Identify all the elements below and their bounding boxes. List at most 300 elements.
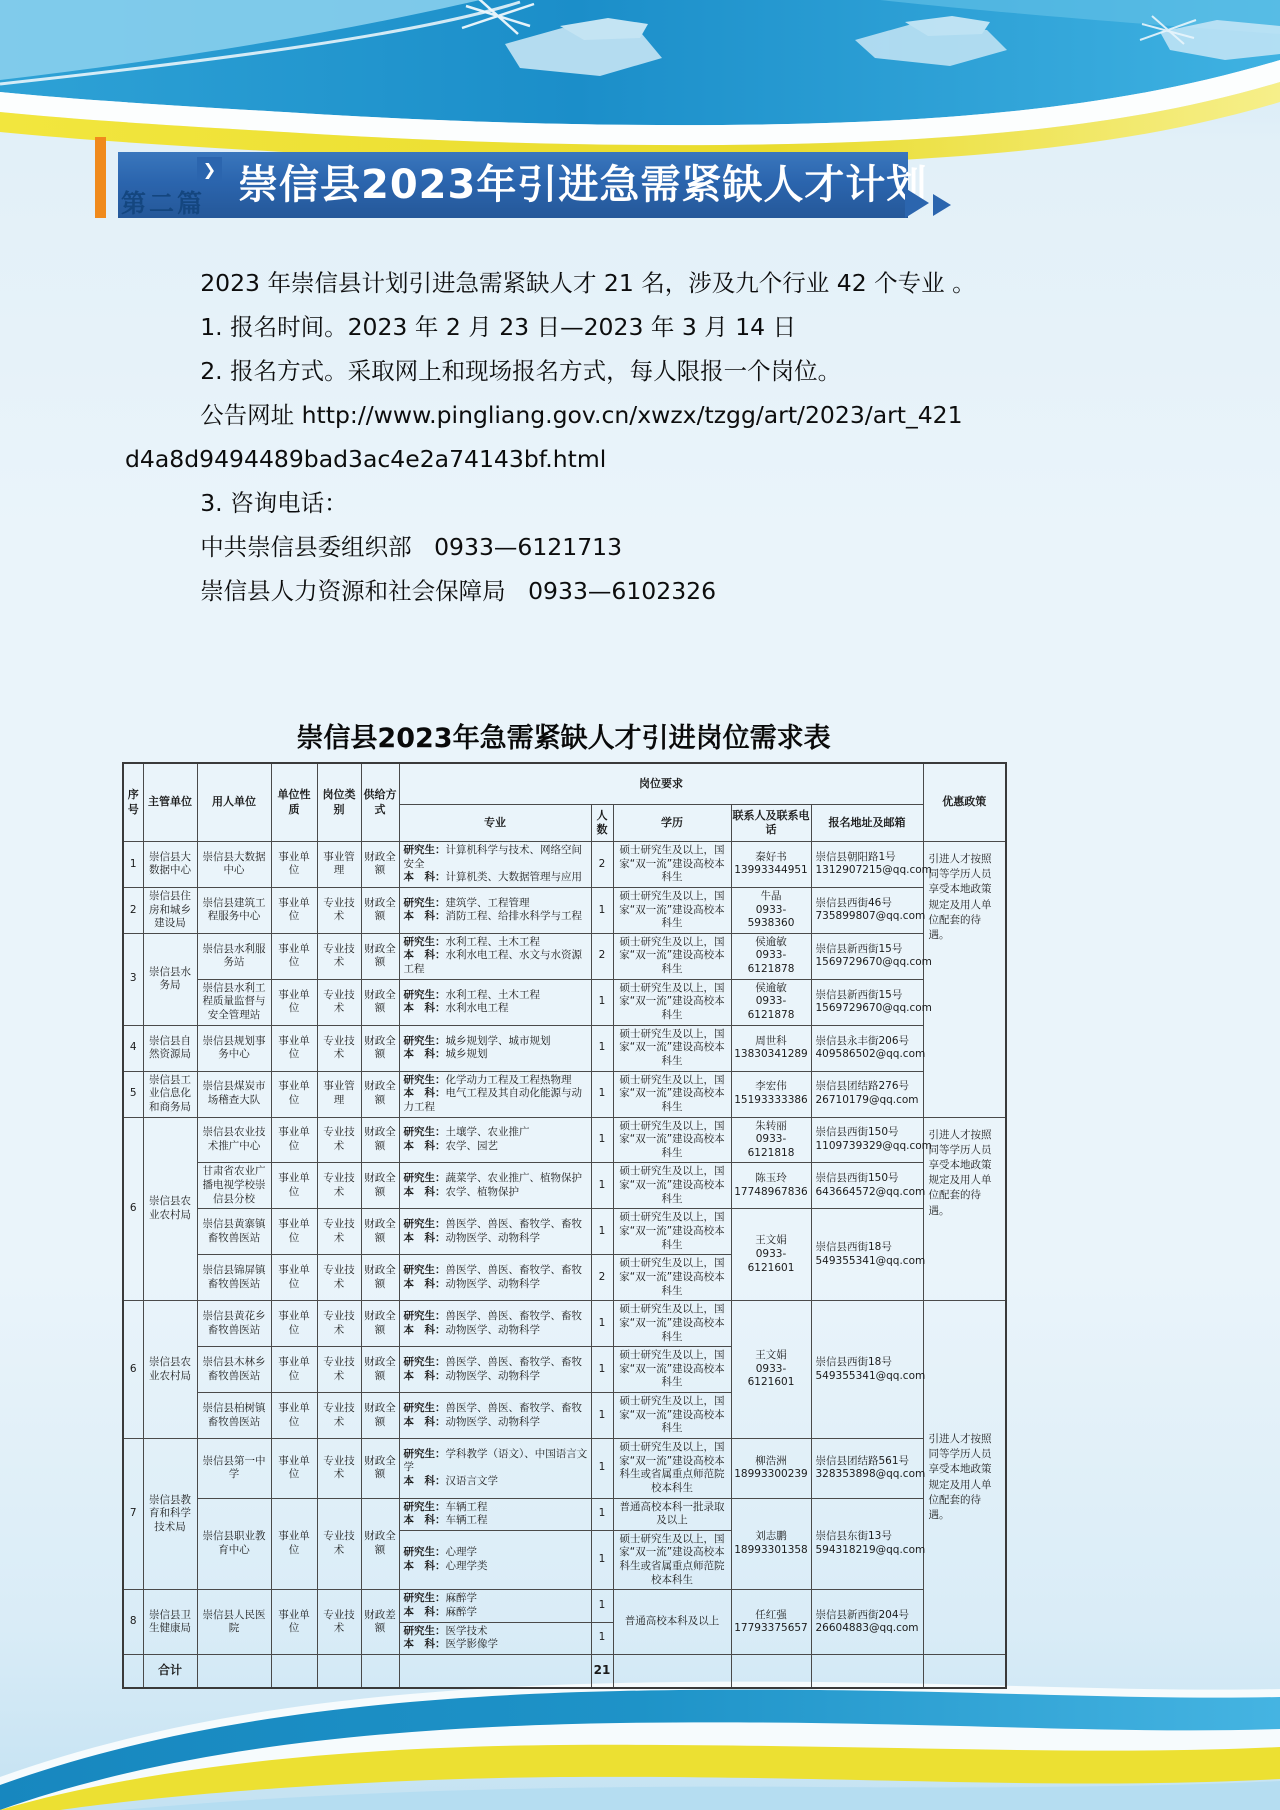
cell-contact xyxy=(731,887,811,933)
cell-addr xyxy=(811,979,932,1025)
cell-contact xyxy=(731,842,811,888)
cell-contact xyxy=(731,933,811,979)
undergrad-label: 本 科： xyxy=(403,1475,446,1488)
undergrad-label: 本 科： xyxy=(403,1087,446,1100)
undergrad-majors: 电气工程及其自动化能源与动力工程 xyxy=(403,1087,582,1113)
intro-paragraph: 1. 报名时间。2023 年 2 月 23 日—2023 年 3 月 14 日 xyxy=(200,312,797,341)
col-header-edu: 学历 xyxy=(613,805,731,842)
grad-majors: 兽医学、兽医、畜牧学、畜牧 xyxy=(445,1310,582,1323)
cell-addr xyxy=(811,1117,932,1163)
cell-supply: 财政全额 xyxy=(361,1025,399,1071)
grad-majors: 兽医学、兽医、畜牧学、畜牧 xyxy=(445,1218,582,1231)
section-arrow-icon: ❯ xyxy=(197,157,222,182)
cell-nature: 事业单位 xyxy=(271,1590,317,1655)
cell-edu: 硕士研究生及以上，国家“双一流”建设高校本科生 xyxy=(613,842,731,888)
grad-label: 研究生： xyxy=(403,1355,446,1368)
cell-supply: 财政全额 xyxy=(361,887,399,933)
cell-no: 4 xyxy=(123,1025,143,1071)
addr-line: 崇信县朝阳路1号 xyxy=(815,850,896,863)
cell-org: 崇信县第一中学 xyxy=(197,1438,271,1498)
cell-major xyxy=(399,1347,591,1393)
col-header-addr: 报名地址及邮箱 xyxy=(811,805,923,842)
grad-label: 研究生： xyxy=(403,1218,446,1231)
cell-no: 2 xyxy=(123,887,143,933)
addr-line: 崇信县东街13号 xyxy=(815,1530,892,1543)
cell-nature: 事业单位 xyxy=(271,887,317,933)
cell-org: 崇信县木林乡畜牧兽医站 xyxy=(197,1347,271,1393)
cell-category: 专业技术 xyxy=(317,887,361,933)
col-header-supply: 供给方式 xyxy=(361,763,399,842)
cell-org: 崇信县黄花乡畜牧兽医站 xyxy=(197,1301,271,1347)
cell-major xyxy=(399,1654,591,1688)
cell-no: 6 xyxy=(123,1117,143,1301)
addr-email: 594318219@qq.com xyxy=(815,1543,926,1556)
grad-label: 研究生： xyxy=(403,1500,446,1513)
cell-category: 专业技术 xyxy=(317,1117,361,1163)
cell-dept: 崇信县大数据中心 xyxy=(143,842,197,888)
addr-line: 崇信县西街150号 xyxy=(815,1126,899,1139)
contact-name: 王文娟 xyxy=(755,1349,787,1362)
col-header-contact: 联系人及联系电话 xyxy=(731,805,811,842)
cell-category: 专业技术 xyxy=(317,1025,361,1071)
cell-category: 专业技术 xyxy=(317,1255,361,1301)
cell-category: 专业技术 xyxy=(317,933,361,979)
cell-edu: 硕士研究生及以上，国家“双一流”建设高校本科生 xyxy=(613,1163,731,1209)
undergrad-majors: 动物医学、动物科学 xyxy=(445,1415,540,1428)
col-header-dept: 主管单位 xyxy=(143,763,197,842)
intro-paragraph: 2. 报名方式。采取网上和现场报名方式，每人限报一个岗位。 xyxy=(200,356,842,385)
contact-tel: 18993301358 xyxy=(734,1543,808,1556)
grad-majors: 水利工程、土木工程 xyxy=(445,988,540,1001)
grad-majors: 学科教学（语文）、中国语言文学 xyxy=(403,1447,588,1474)
undergrad-label: 本 科： xyxy=(403,910,446,923)
cell-supply: 财政全额 xyxy=(361,1498,399,1590)
undergrad-majors: 汉语言文学 xyxy=(445,1475,498,1488)
cell-nature: 事业单位 xyxy=(271,1025,317,1071)
cell-edu: 普通高校本科及以上 xyxy=(613,1590,731,1655)
cell-major xyxy=(399,1255,591,1301)
cell-policy: 引进人才按照同等学历人员享受本地政策规定及用人单位配套的待遇。 xyxy=(923,1301,1006,1655)
cell-no: 1 xyxy=(123,842,143,888)
cell-addr xyxy=(811,1590,923,1655)
undergrad-majors: 水利水电工程 xyxy=(445,1002,509,1015)
cell-policy xyxy=(923,1654,1006,1688)
cell-num: 2 xyxy=(591,842,613,888)
cell-supply: 财政全额 xyxy=(361,1209,399,1255)
grad-majors: 车辆工程 xyxy=(445,1500,488,1513)
col-header-org: 用人单位 xyxy=(197,763,271,842)
undergrad-label: 本 科： xyxy=(403,1048,446,1061)
addr-line: 崇信县新西街15号 xyxy=(815,988,903,1001)
cell-supply: 财政全额 xyxy=(361,1301,399,1347)
addr-line: 崇信县新西街204号 xyxy=(815,1608,910,1621)
cell-nature: 事业单位 xyxy=(271,1071,317,1117)
cell-major xyxy=(399,1393,591,1439)
undergrad-label: 本 科： xyxy=(403,1369,446,1382)
cell-edu: 硕士研究生及以上，国家“双一流”建设高校本科生 xyxy=(613,1255,731,1301)
addr-email: 549355341@qq.com xyxy=(815,1254,926,1267)
cell-nature: 事业单位 xyxy=(271,1393,317,1439)
addr-line: 崇信县西街46号 xyxy=(815,896,892,909)
undergrad-majors: 农学、园艺 xyxy=(445,1139,498,1152)
addr-line: 崇信县西街150号 xyxy=(815,1172,899,1185)
cell-org xyxy=(197,1654,271,1688)
cell-addr xyxy=(811,1209,926,1301)
col-header-requirements: 岗位要求 xyxy=(399,763,923,805)
contact-tel: 0933-6121818 xyxy=(747,1133,795,1159)
cell-addr xyxy=(811,933,932,979)
cell-nature: 事业单位 xyxy=(271,1163,317,1209)
addr-email: 1109739329@qq.com xyxy=(815,1139,932,1152)
cell-major xyxy=(399,842,591,888)
undergrad-majors: 动物医学、动物科学 xyxy=(445,1231,540,1244)
cell-policy: 引进人才按照同等学历人员享受本地政策规定及用人单位配套的待遇。 xyxy=(923,1117,1006,1301)
col-header-policy: 优惠政策 xyxy=(923,763,1006,842)
cell-edu: 硕士研究生及以上，国家“双一流”建设高校本科生或省属重点师范院校本科生 xyxy=(613,1438,731,1498)
undergrad-majors: 水利水电工程、水文与水资源工程 xyxy=(403,949,582,976)
cell-dept: 崇信县水务局 xyxy=(143,933,197,1025)
addr-line: 崇信县团结路561号 xyxy=(815,1454,910,1467)
grad-label: 研究生： xyxy=(403,1546,446,1559)
cell-org: 崇信县农业技术推广中心 xyxy=(197,1117,271,1163)
cell-num: 2 xyxy=(591,933,613,979)
cell-nature: 事业单位 xyxy=(271,1255,317,1301)
addr-email: 26604883@qq.com xyxy=(815,1622,919,1635)
cell-org: 崇信县锦屏镇畜牧兽医站 xyxy=(197,1255,271,1301)
contact-name: 朱转丽 xyxy=(755,1119,787,1132)
cell-num: 1 xyxy=(591,1117,613,1163)
cell-nature: 事业单位 xyxy=(271,1347,317,1393)
contact-tel: 17793375657 xyxy=(734,1622,808,1635)
addr-line: 崇信县西街18号 xyxy=(815,1241,892,1254)
cell-category: 专业技术 xyxy=(317,1438,361,1498)
grad-majors: 建筑学、工程管理 xyxy=(445,896,530,909)
cell-org: 崇信县规划事务中心 xyxy=(197,1025,271,1071)
cell-category: 专业技术 xyxy=(317,1393,361,1439)
accent-bar xyxy=(95,137,106,218)
intro-paragraph: 公告网址 http://www.pingliang.gov.cn/xwzx/tzgg/art/2023/art_421d4a8d9494489bad3ac4e2a74143bf.html xyxy=(125,400,963,473)
undergrad-majors: 麻醉学 xyxy=(445,1606,477,1619)
addr-email: 328353898@qq.com xyxy=(815,1468,926,1481)
intro-paragraph: 崇信县人力资源和社会保障局 0933—6102326 xyxy=(200,576,717,605)
table-row xyxy=(123,979,1006,1025)
table-row xyxy=(123,1438,1006,1498)
cell-major xyxy=(399,1301,591,1347)
cell-edu: 普通高校本科一批录取及以上 xyxy=(613,1498,731,1530)
cell-dept: 崇信县农业农村局 xyxy=(143,1117,197,1301)
cell-addr xyxy=(811,1301,926,1439)
cell-dept: 崇信县农业农村局 xyxy=(143,1301,197,1439)
cell-addr xyxy=(811,1163,926,1209)
cell-major xyxy=(399,1498,591,1530)
cell-contact xyxy=(731,979,811,1025)
cell-nature: 事业单位 xyxy=(271,1301,317,1347)
cell-nature: 事业单位 xyxy=(271,842,317,888)
cell-addr xyxy=(811,887,926,933)
cell-org: 崇信县大数据中心 xyxy=(197,842,271,888)
contact-name: 侯逾敏 xyxy=(755,981,787,994)
cell-num: 1 xyxy=(591,1025,613,1071)
forward-arrow-icon xyxy=(905,188,929,218)
cell-edu: 硕士研究生及以上，国家“双一流”建设高校本科生 xyxy=(613,1301,731,1347)
cell-contact xyxy=(731,1438,811,1498)
cell-supply: 财政全额 xyxy=(361,1117,399,1163)
cell-nature: 事业单位 xyxy=(271,1209,317,1255)
undergrad-majors: 城乡规划 xyxy=(445,1048,488,1061)
grad-majors: 土壤学、农业推广 xyxy=(445,1126,530,1139)
cell-addr xyxy=(811,842,932,888)
cell-contact xyxy=(731,1590,811,1655)
grad-majors: 麻醉学 xyxy=(445,1592,477,1605)
recruitment-table-wrap xyxy=(122,762,1005,1689)
contact-tel: 17748967836 xyxy=(734,1185,808,1198)
undergrad-label: 本 科： xyxy=(403,1514,446,1527)
cell-num: 1 xyxy=(591,887,613,933)
grad-label: 研究生： xyxy=(403,1592,446,1605)
cell-contact xyxy=(731,1117,811,1163)
cell-org: 崇信县水利工程质量监督与安全管理站 xyxy=(197,979,271,1025)
cell-major xyxy=(399,1438,591,1498)
cell-edu xyxy=(613,1654,731,1688)
cell-supply: 财政全额 xyxy=(361,933,399,979)
cell-dept: 崇信县卫生健康局 xyxy=(143,1590,197,1655)
grad-majors: 医学技术 xyxy=(445,1624,488,1637)
cell-major xyxy=(399,1590,591,1622)
cell-category: 专业技术 xyxy=(317,1347,361,1393)
table-total-row xyxy=(123,1654,1006,1688)
undergrad-majors: 动物医学、动物科学 xyxy=(445,1277,540,1290)
contact-tel: 0933-6121601 xyxy=(747,1247,795,1274)
cell-edu: 硕士研究生及以上，国家“双一流”建设高校本科生 xyxy=(613,1117,731,1163)
undergrad-label: 本 科： xyxy=(403,1323,446,1336)
cell-no: 3 xyxy=(123,933,143,1025)
cell-no: 8 xyxy=(123,1590,143,1655)
addr-email: 1569729670@qq.com xyxy=(815,1002,932,1015)
undergrad-label: 本 科： xyxy=(403,1139,446,1152)
undergrad-majors: 消防工程、给排水科学与工程 xyxy=(445,910,582,923)
addr-line: 崇信县团结路276号 xyxy=(815,1080,910,1093)
cell-major xyxy=(399,1622,591,1654)
grad-label: 研究生： xyxy=(403,988,446,1001)
cell-edu: 硕士研究生及以上，国家“双一流”建设高校本科生 xyxy=(613,887,731,933)
addr-email: 409586502@qq.com xyxy=(815,1048,926,1061)
cell-num: 1 xyxy=(591,1622,613,1654)
cell-supply: 财政全额 xyxy=(361,842,399,888)
undergrad-majors: 心理学类 xyxy=(445,1560,488,1573)
cell-category: 专业技术 xyxy=(317,1590,361,1655)
contact-name: 陈玉玲 xyxy=(755,1172,787,1185)
undergrad-label: 本 科： xyxy=(403,1002,446,1015)
cell-major xyxy=(399,1071,591,1117)
contact-name: 侯逾敏 xyxy=(755,935,787,948)
grad-label: 研究生： xyxy=(403,1264,446,1277)
total-label: 合计 xyxy=(143,1654,197,1688)
undergrad-majors: 动物医学、动物科学 xyxy=(445,1369,540,1382)
cell-num: 1 xyxy=(591,1163,613,1209)
table-row xyxy=(123,1209,1006,1255)
cell-category: 专业技术 xyxy=(317,979,361,1025)
cell-org: 甘肃省农业广播电视学校崇信县分校 xyxy=(197,1163,271,1209)
addr-line: 崇信县新西街15号 xyxy=(815,942,903,955)
cell-org: 崇信县水利服务站 xyxy=(197,933,271,979)
cell-nature: 事业单位 xyxy=(271,1438,317,1498)
cell-major xyxy=(399,1163,591,1209)
table-row xyxy=(123,1590,1006,1622)
undergrad-label: 本 科： xyxy=(403,949,446,962)
table-row xyxy=(123,1163,1006,1209)
cell-edu: 硕士研究生及以上，国家“双一流”建设高校本科生 xyxy=(613,979,731,1025)
cell-num: 1 xyxy=(591,1590,613,1622)
cell-dept: 崇信县住房和城乡建设局 xyxy=(143,887,197,933)
cell-addr xyxy=(811,1498,926,1590)
contact-name: 李宏伟 xyxy=(755,1080,787,1093)
contact-tel: 13830341289 xyxy=(734,1048,808,1061)
undergrad-label: 本 科： xyxy=(403,1560,446,1573)
undergrad-label: 本 科： xyxy=(403,1277,446,1290)
grad-label: 研究生： xyxy=(403,1401,446,1414)
cell-supply: 财政差额 xyxy=(361,1590,399,1655)
addr-email: 26710179@qq.com xyxy=(815,1094,919,1107)
cell-no xyxy=(123,1654,143,1688)
cell-num: 1 xyxy=(591,1438,613,1498)
col-header-nature: 单位性质 xyxy=(271,763,317,842)
cell-supply: 财政全额 xyxy=(361,979,399,1025)
table-row xyxy=(123,1025,1006,1071)
grad-label: 研究生： xyxy=(403,1172,446,1185)
contact-name: 秦好书 xyxy=(755,850,787,863)
col-header-major: 专业 xyxy=(399,805,591,842)
undergrad-label: 本 科： xyxy=(403,1231,446,1244)
grad-majors: 水利工程、土木工程 xyxy=(445,935,540,948)
cell-org: 崇信县柏树镇畜牧兽医站 xyxy=(197,1393,271,1439)
cell-org: 崇信县职业教育中心 xyxy=(197,1498,271,1590)
cell-category: 事业管理 xyxy=(317,1071,361,1117)
table-title: 崇信县2023年急需紧缺人才引进岗位需求表 xyxy=(296,723,831,754)
cell-no: 5 xyxy=(123,1071,143,1117)
section-badge: 第二篇 xyxy=(121,189,206,218)
cell-supply: 财政全额 xyxy=(361,1071,399,1117)
grad-majors: 蔬菜学、农业推广、植物保护 xyxy=(445,1172,582,1185)
addr-email: 549355341@qq.com xyxy=(815,1369,926,1382)
grad-majors: 兽医学、兽医、畜牧学、畜牧 xyxy=(445,1401,582,1414)
cell-category: 专业技术 xyxy=(317,1163,361,1209)
contact-tel: 13993344951 xyxy=(734,864,808,877)
cell-edu: 硕士研究生及以上，国家“双一流”建设高校本科生 xyxy=(613,1209,731,1255)
page-title: 崇信县2023年引进急需紧缺人才计划 xyxy=(238,162,928,208)
contact-tel: 15193333386 xyxy=(734,1094,808,1107)
cell-edu: 硕士研究生及以上，国家“双一流”建设高校本科生或省属重点师范院校本科生 xyxy=(613,1530,731,1590)
cell-dept: 崇信县工业信息化和商务局 xyxy=(143,1071,197,1117)
grad-majors: 兽医学、兽医、畜牧学、畜牧 xyxy=(445,1264,582,1277)
addr-line: 崇信县永丰街206号 xyxy=(815,1034,910,1047)
grad-majors: 心理学 xyxy=(445,1546,477,1559)
undergrad-label: 本 科： xyxy=(403,1185,446,1198)
table-row xyxy=(123,842,1006,888)
total-count: 21 xyxy=(591,1654,613,1688)
grad-label: 研究生： xyxy=(403,1624,446,1637)
cell-org: 崇信县人民医院 xyxy=(197,1590,271,1655)
intro-paragraph: 中共崇信县委组织部 0933—6121713 xyxy=(200,532,623,561)
cell-org: 崇信县煤炭市场稽查大队 xyxy=(197,1071,271,1117)
contact-tel: 0933-5938360 xyxy=(747,903,795,930)
cell-num: 1 xyxy=(591,1301,613,1347)
cell-edu: 硕士研究生及以上，国家“双一流”建设高校本科生 xyxy=(613,1347,731,1393)
grad-majors: 计算机科学与技术、网络空间安全 xyxy=(403,844,582,870)
grad-majors: 城乡规划学、城市规划 xyxy=(445,1034,551,1047)
contact-tel: 0933-6121878 xyxy=(747,949,795,976)
cell-num: 1 xyxy=(591,1530,613,1590)
cell-category: 专业技术 xyxy=(317,1498,361,1590)
cell-contact xyxy=(731,1025,811,1071)
cell-contact xyxy=(731,1209,811,1301)
cell-dept: 崇信县教育和科学技术局 xyxy=(143,1438,197,1589)
cell-num: 1 xyxy=(591,1498,613,1530)
cell-nature: 事业单位 xyxy=(271,1117,317,1163)
undergrad-label: 本 科： xyxy=(403,1415,446,1428)
cell-dept: 崇信县自然资源局 xyxy=(143,1025,197,1071)
undergrad-majors: 医学影像学 xyxy=(445,1638,498,1651)
cell-num: 1 xyxy=(591,979,613,1025)
grad-label: 研究生： xyxy=(403,1073,446,1086)
cell-category: 专业技术 xyxy=(317,1209,361,1255)
cell-major xyxy=(399,933,591,979)
table-row xyxy=(123,887,1006,933)
cell-supply: 财政全额 xyxy=(361,1347,399,1393)
col-header-no: 序号 xyxy=(123,763,143,842)
cell-nature: 事业单位 xyxy=(271,1498,317,1590)
cell-num: 1 xyxy=(591,1393,613,1439)
cell-num: 1 xyxy=(591,1209,613,1255)
grad-label: 研究生： xyxy=(403,1447,446,1460)
undergrad-majors: 动物医学、动物科学 xyxy=(445,1323,540,1336)
cell-org: 崇信县黄寨镇畜牧兽医站 xyxy=(197,1209,271,1255)
cell-category xyxy=(317,1654,361,1688)
cell-supply: 财政全额 xyxy=(361,1255,399,1301)
grad-label: 研究生： xyxy=(403,896,446,909)
contact-name: 柳浩洲 xyxy=(755,1454,787,1467)
col-header-category: 岗位类别 xyxy=(317,763,361,842)
grad-label: 研究生： xyxy=(403,844,446,856)
contact-name: 周世科 xyxy=(755,1034,787,1047)
cell-nature: 事业单位 xyxy=(271,979,317,1025)
cell-major xyxy=(399,1025,591,1071)
table-row xyxy=(123,933,1006,979)
cell-contact xyxy=(731,1071,811,1117)
cell-major xyxy=(399,1530,591,1590)
title-banner xyxy=(118,152,928,218)
cell-contact xyxy=(731,1654,811,1688)
cell-num: 1 xyxy=(591,1071,613,1117)
contact-name: 任红强 xyxy=(755,1608,787,1621)
undergrad-majors: 农学、植物保护 xyxy=(445,1185,519,1198)
table-header-row xyxy=(123,763,1006,805)
cell-edu: 硕士研究生及以上，国家“双一流”建设高校本科生 xyxy=(613,933,731,979)
cell-supply xyxy=(361,1654,399,1688)
addr-line: 崇信县西街18号 xyxy=(815,1355,892,1368)
cell-category: 事业管理 xyxy=(317,842,361,888)
addr-email: 735899807@qq.com xyxy=(815,910,926,923)
contact-name: 刘志鹏 xyxy=(755,1530,787,1543)
cell-supply: 财政全额 xyxy=(361,1438,399,1498)
table-row xyxy=(123,1117,1006,1163)
cell-nature xyxy=(271,1654,317,1688)
cell-num: 2 xyxy=(591,1255,613,1301)
grad-label: 研究生： xyxy=(403,1034,446,1047)
addr-email: 1569729670@qq.com xyxy=(815,956,932,969)
cell-edu: 硕士研究生及以上，国家“双一流”建设高校本科生 xyxy=(613,1071,731,1117)
grad-label: 研究生： xyxy=(403,935,446,948)
contact-tel: 0933-6121601 xyxy=(747,1362,795,1389)
